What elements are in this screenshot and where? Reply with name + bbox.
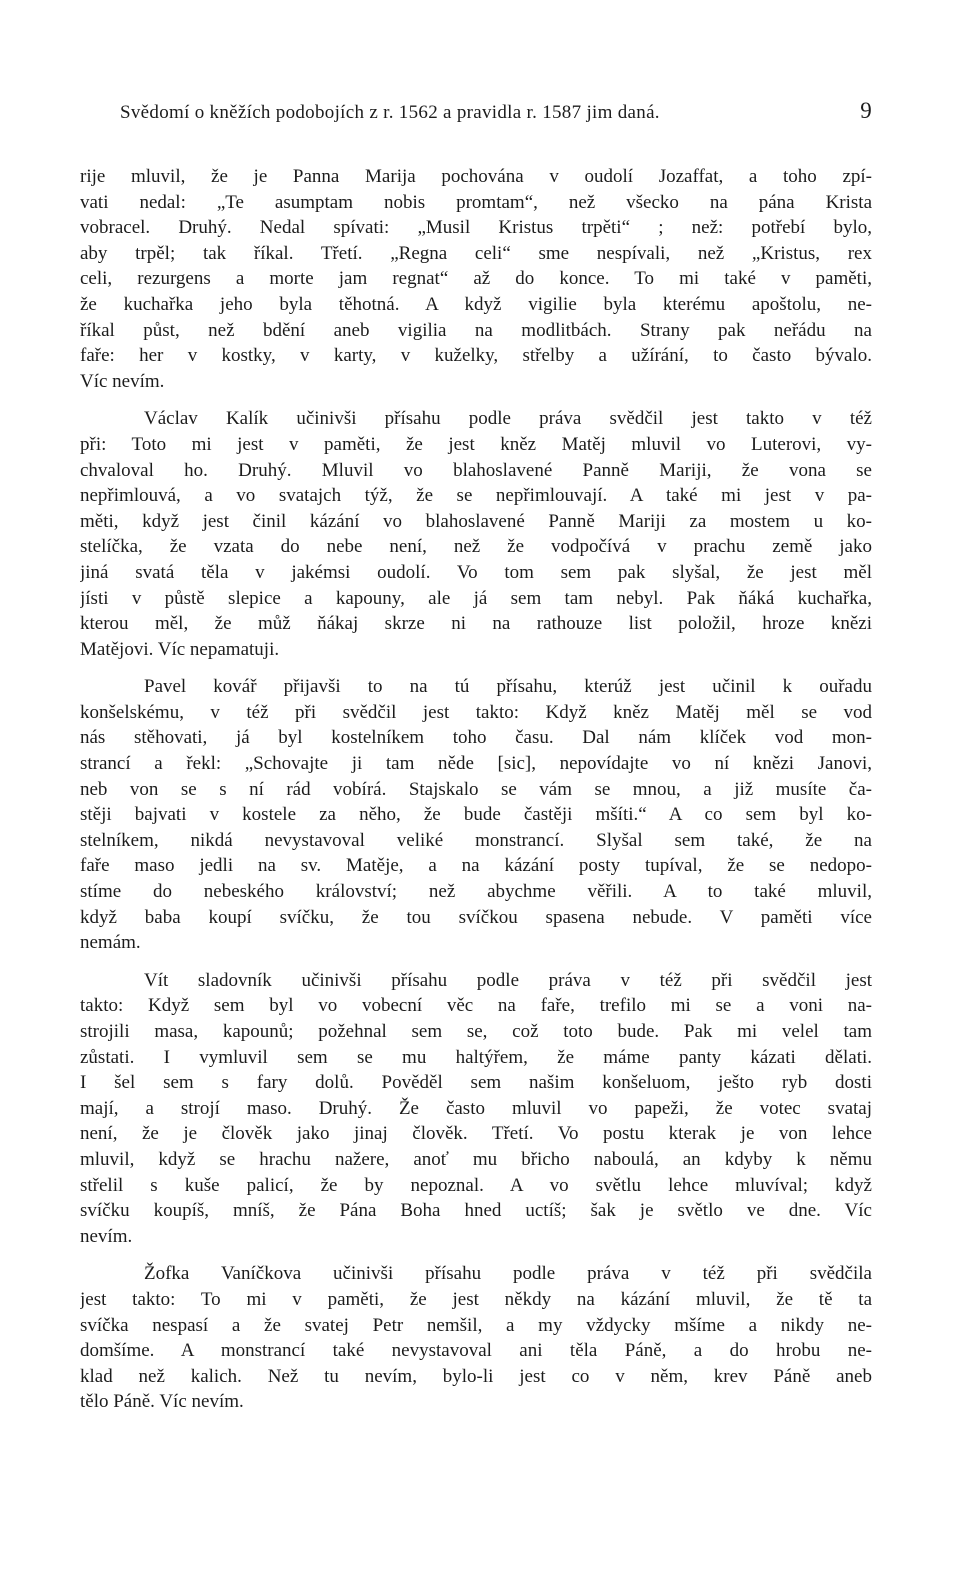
text-line: aby trpěl; tak říkal. Třetí. „Regna celi“ sme nespívali, než „Kristus, rex [80, 242, 872, 264]
text-line: nepřimlouvá, a vo svatajch týž, že se nepřimlouvají. A také mi jest v pa- [80, 485, 872, 507]
text-line: zůstati. I vymluvil sem se mu haltýřem, že máme panty kázati dělati. [80, 1046, 872, 1068]
text-line: není, že je člověk jako jinaj člověk. Třetí. Vo postu kterak je von lehce [80, 1123, 872, 1145]
text-line: když baba koupí svíčku, že tou svíčkou spasena nebude. V paměti více [80, 906, 872, 928]
text-line: rije mluvil, že je Panna Marija pochována v oudolí Jozaffat, a toho zpí- [80, 166, 872, 187]
text-line: vati nedal: „Te asumptam nobis promtam“, než všecko na pána Krista [80, 191, 872, 213]
text-line: při: Toto mi jest v paměti, že jest kněz Matěj mluvil vo Luterovi, vy- [80, 433, 872, 455]
text-line: jest takto: To mi v paměti, že jest někdy na kázání mluvil, že tě ta [80, 1288, 872, 1310]
text-line: neb von se s ní rád vobírá. Stajskalo se vám se mnou, a již musíte ča- [80, 778, 872, 800]
text-line: konšelskému, v též při svědčil jest takto: Když kněz Matěj měl se vod [80, 701, 872, 723]
text-line: takto: Když sem byl vo vobecní věc na faře, trefilo mi se a voni na- [80, 995, 872, 1017]
body-text [80, 164, 872, 1415]
text-line: měti, když jest činil kázání vo blahoslavené Panně Mariji za mostem u ko- [80, 510, 872, 532]
text-line: stelníkem, nikdá nevystavoval veliké monstrancí. Slyšal sem také, že na [80, 829, 872, 851]
text-line: Pavel kovář přijavši to na tú přísahu, kterúž jest učinil k ouřadu [144, 676, 872, 698]
page-number: 9 [860, 98, 872, 123]
text-line: I šel sem s fary dolů. Pověděl sem našim konšeluom, ješto ryb dosti [80, 1072, 872, 1094]
text-line: tělo Páně. Víc nevím. [80, 1391, 244, 1413]
text-line: Matějovi. Víc nepamatuji. [80, 638, 280, 660]
text-line: stelíčka, že vzata do nebe není, než že vodpočívá v prachu země jako [80, 536, 872, 558]
text-line: vobracel. Druhý. Nedal spívati: „Musil Kristus trpěti“ ; než: potřebí bylo, [80, 217, 872, 239]
text-line: že kuchařka jeho byla těhotná. A když vigilie byla kterému apoštolu, ne- [80, 293, 872, 315]
text-line: celi, rezurgens a morte jam regnat“ až do konce. To mi také v paměti, [80, 268, 872, 290]
paragraph [80, 164, 872, 394]
text-line: faře: her v kostky, v karty, v kuželky, střelby a užírání, to často bývalo. [80, 345, 872, 367]
text-line: Víc nevím. [80, 370, 165, 392]
text-line: Vít sladovník učinivši přísahu podle práva v též při svědčil jest [144, 969, 872, 991]
text-line: říkal půst, než bdění aneb vigilia na modlitbách. Strany pak neřádu na [80, 319, 872, 341]
text-line: Žofka Vaníčkova učinivši přísahu podle práva v též při svědčila [144, 1263, 872, 1285]
text-line: strancí a řekl: „Schovajte ji tam něde [sic], nepovídajte vo ní knězi Janovi, [80, 753, 872, 775]
text-line: domšíme. A monstrancí také nevystavoval ani těla Páně, a do hrobu ne- [80, 1340, 872, 1362]
paragraph [80, 1261, 872, 1415]
text-line: chvaloval ho. Druhý. Mluvil vo blahoslavené Panně Mariji, že vona se [80, 459, 872, 481]
running-head [120, 98, 872, 128]
paragraph [80, 406, 872, 662]
text-line: mluvil, když se hrachu nažere, anoť mu břicho naboulá, an kdyby k němu [80, 1148, 872, 1170]
text-line: stěji bajvati v kostele za něho, že bude častěji mšíti.“ A co sem byl ko- [80, 804, 872, 826]
text-line: stíme do nebeského království; než abychme věřili. A to také mluvil, [80, 881, 872, 903]
text-line: strojili masa, kapounů; požehnal sem se, což toto bude. Pak mi velel tam [80, 1021, 872, 1042]
text-line: střelil s kuše palicí, že by nepoznal. A vo světlu lehce mluvíval; když [80, 1174, 872, 1196]
paragraph [80, 968, 872, 1250]
running-head-title: Svědomí o kněžích podobojích z r. 1562 a pravidla r. 1587 jim daná. [120, 102, 660, 123]
text-line: Václav Kalík učinivši přísahu podle práva svědčil jest takto v též [144, 408, 872, 430]
text-line: nemám. [80, 932, 141, 954]
text-line: jísti v půstě slepice a kapouny, ale já sem tam nebyl. Pak ňáká kuchařka, [80, 587, 872, 609]
text-line: kterou měl, že můž ňákaj skrze ni na rathouze list položil, hroze knězi [80, 613, 872, 635]
text-line: svíčku koupíš, mníš, že Pána Boha hned uctíš; šak je světlo ve dne. Víc [80, 1200, 872, 1222]
text-line: faře maso jedli na sv. Matěje, a na kázání posty tupíval, že se nedopo- [80, 855, 872, 877]
text-line: jiná svatá těla v jakémsi oudolí. Vo tom sem pak slyšal, že jest měl [80, 561, 872, 583]
paragraph [80, 674, 872, 956]
text-line: svíčka nespasí a že svatej Petr nemšil, a my vždycky mšíme a nikdy ne- [80, 1314, 872, 1336]
text-line: klad než kalich. Než tu nevím, bylo-li jest co v něm, krev Páně aneb [80, 1365, 872, 1387]
text-line: mají, a strojí maso. Druhý. Že často mluvil vo papeži, že votec svataj [80, 1097, 872, 1119]
text-line: nás stěhovati, já byl kostelníkem toho času. Dal nám klíček vod mon- [80, 727, 872, 749]
text-line: nevím. [80, 1225, 133, 1247]
